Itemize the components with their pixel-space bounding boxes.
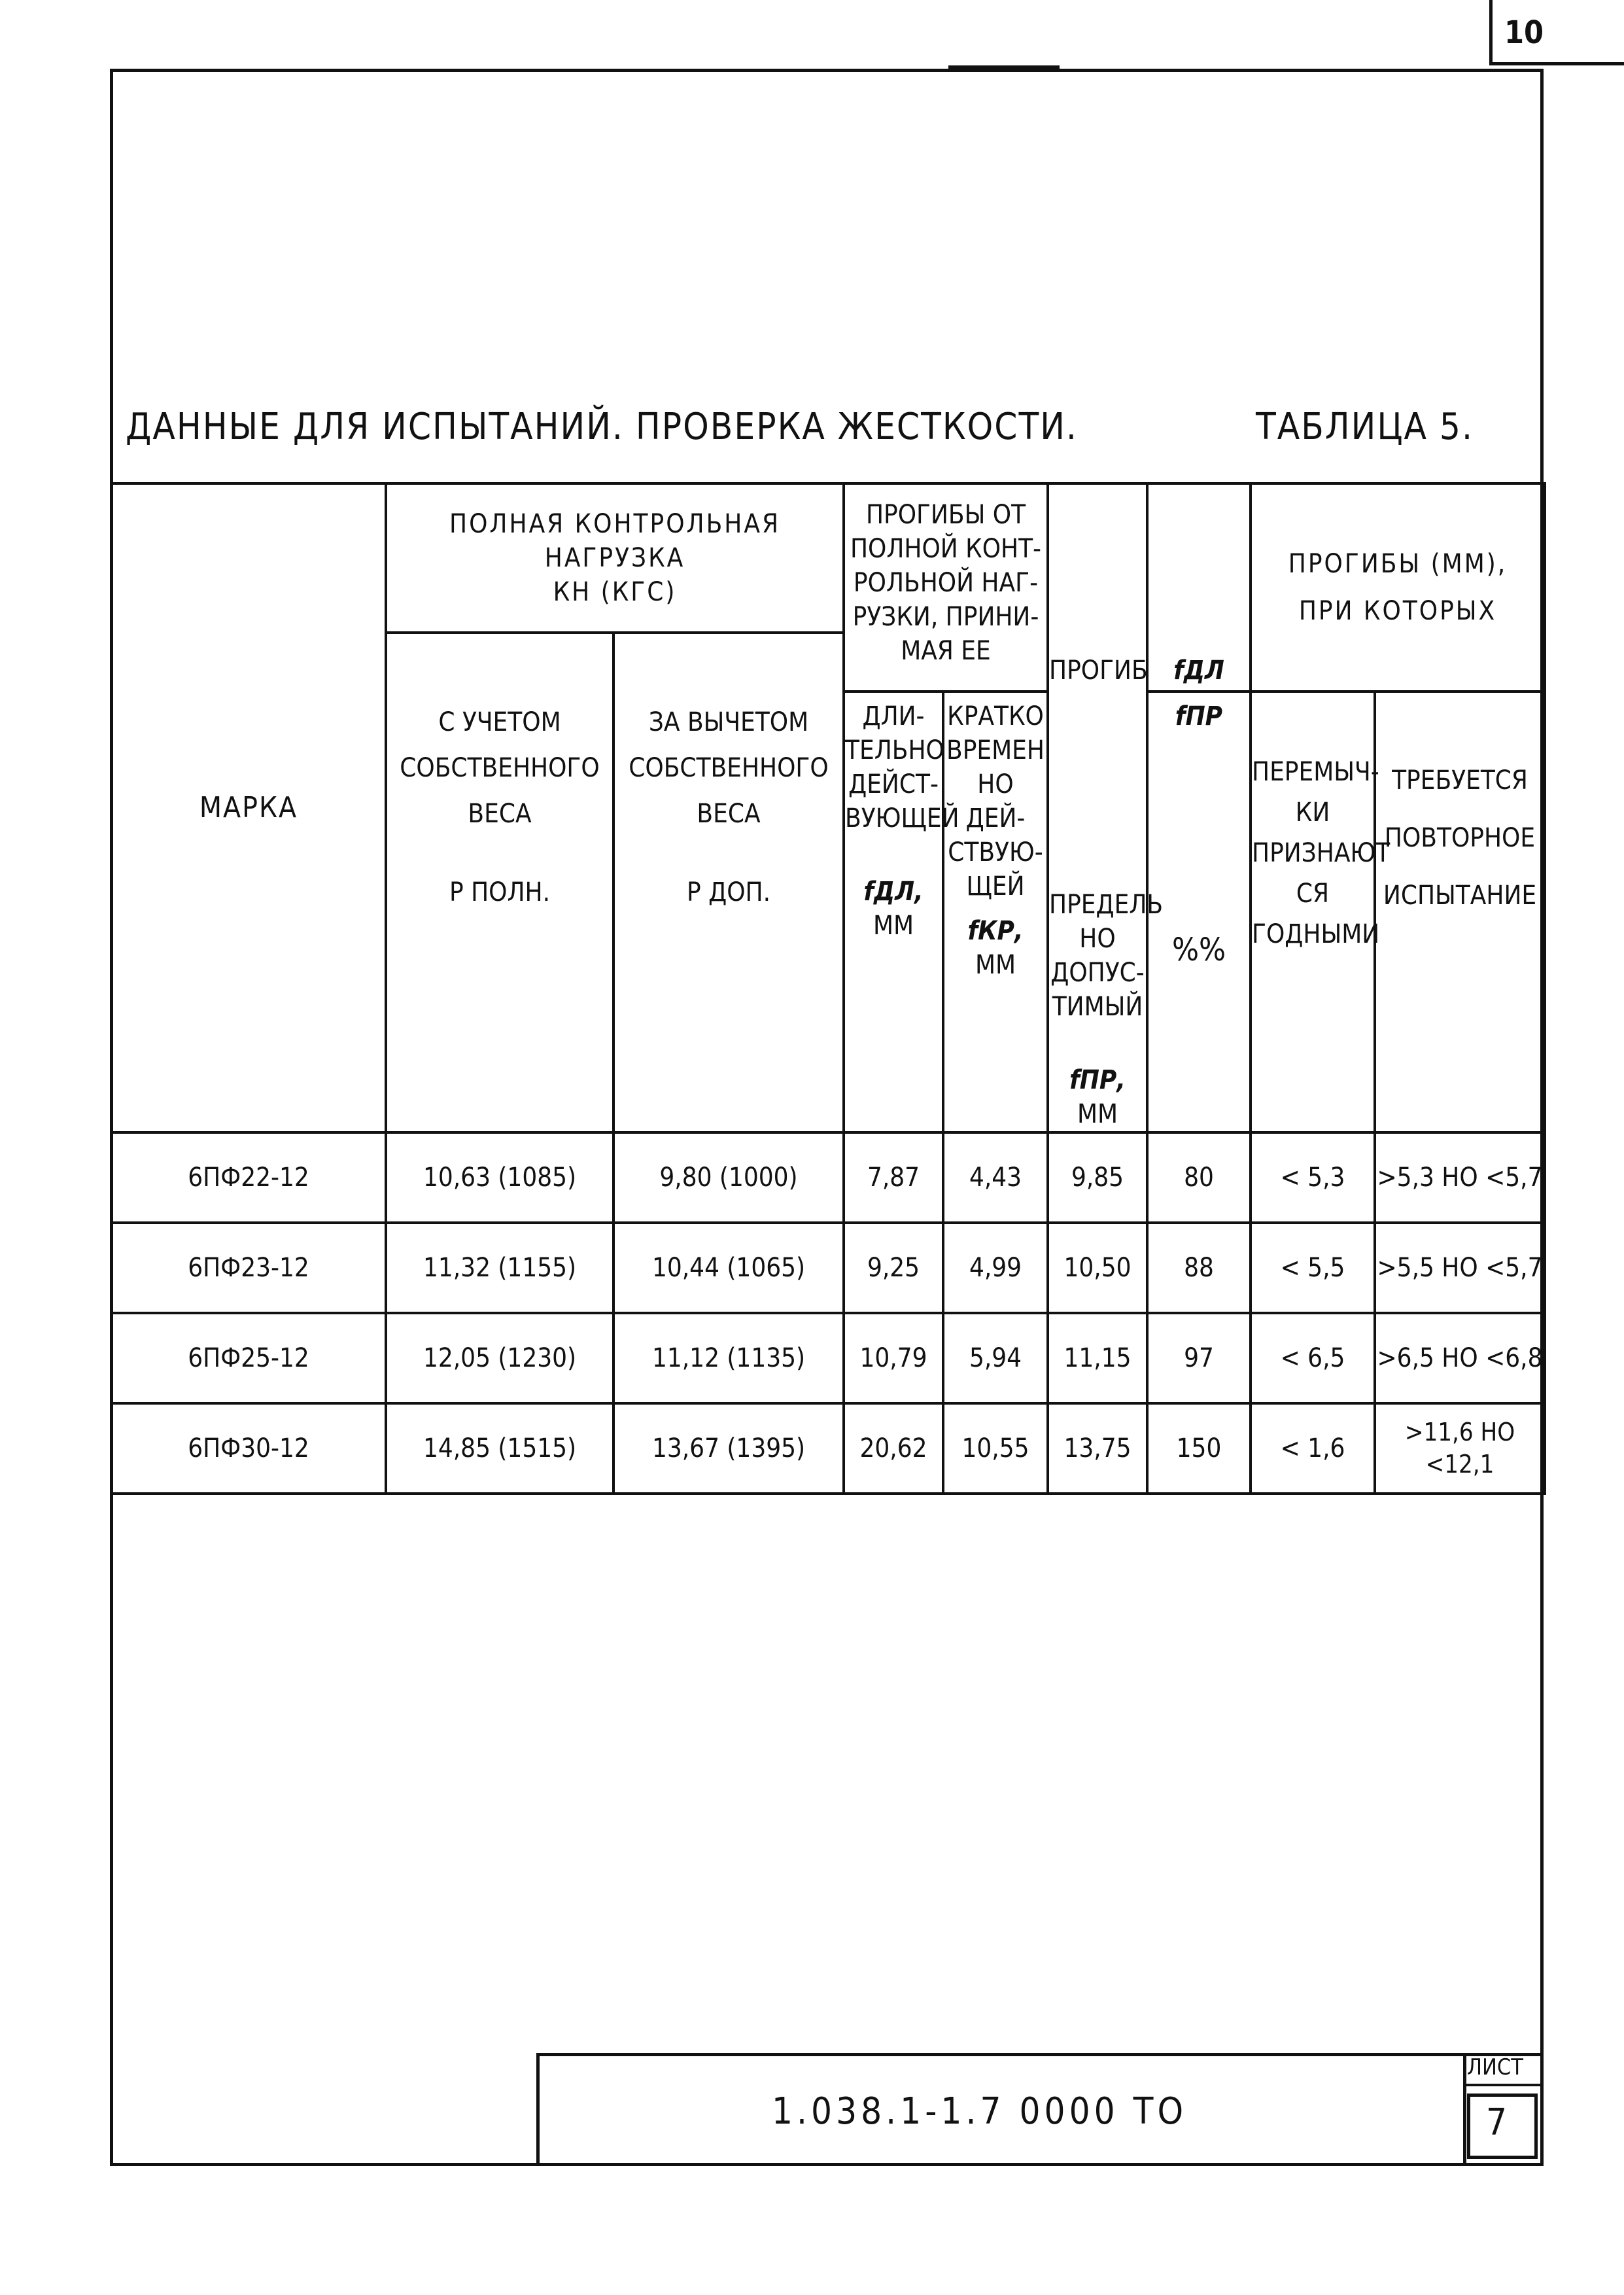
- cell-ratio: 80: [1147, 1132, 1251, 1223]
- cell-marka: 6ПФ30-12: [111, 1403, 386, 1494]
- cell-p-dop: 13,67 (1395): [613, 1403, 844, 1494]
- cell-ratio: 150: [1147, 1403, 1251, 1494]
- cell-p-poln: 10,63 (1085): [386, 1132, 613, 1223]
- cell-retest: >11,6 НО <12,1: [1375, 1403, 1545, 1494]
- cell-p-dop: 10,44 (1065): [613, 1223, 844, 1313]
- page-number: 10: [1504, 14, 1544, 51]
- header-load-group: ПОЛНАЯ КОНТРОЛЬНАЯ НАГРУЗКА КН (КГС): [386, 483, 844, 633]
- sheet-label: ЛИСТ: [1467, 2054, 1523, 2080]
- header-long-term: ДЛИ- ТЕЛЬНО ДЕЙСТ- ВУЮЩЕЙ fДЛ, ММ: [844, 692, 943, 1132]
- cell-ratio: 97: [1147, 1313, 1251, 1403]
- cell-accept: < 6,5: [1251, 1313, 1375, 1403]
- cell-f-pr: 10,50: [1048, 1223, 1147, 1313]
- cell-p-dop: 9,80 (1000): [613, 1132, 844, 1223]
- document-code: 1.038.1-1.7 0000 ТО: [772, 2090, 1188, 2133]
- cell-marka: 6ПФ22-12: [111, 1132, 386, 1223]
- cell-retest: >5,3 НО <5,7: [1375, 1132, 1545, 1223]
- cell-p-poln: 11,32 (1155): [386, 1223, 613, 1313]
- cell-f-pr: 9,85: [1048, 1132, 1147, 1223]
- header-limit: ПРОГИБ: [1048, 483, 1147, 888]
- cell-retest: >5,5 НО <5,7: [1375, 1223, 1545, 1313]
- cell-retest: >6,5 НО <6,8: [1375, 1313, 1545, 1403]
- cell-f-dl: 7,87: [844, 1132, 943, 1223]
- cell-marka: 6ПФ25-12: [111, 1313, 386, 1403]
- cell-accept: < 5,3: [1251, 1132, 1375, 1223]
- cell-f-dl: 10,79: [844, 1313, 943, 1403]
- stiffness-table: [110, 482, 1546, 1495]
- cell-ratio: 88: [1147, 1223, 1251, 1313]
- header-short-term: КРАТКО ВРЕМЕН НО ДЕЙ- СТВУЮ- ЩЕЙ fКР, ММ: [943, 692, 1048, 1132]
- header-minus-weight: ЗА ВЫЧЕТОМ СОБСТВЕННОГО ВЕСА Р ДОП.: [613, 633, 844, 1132]
- cell-f-kr: 4,99: [943, 1223, 1048, 1313]
- cell-accept: < 1,6: [1251, 1403, 1375, 1494]
- cell-f-pr: 11,15: [1048, 1313, 1147, 1403]
- sheet-label-divider: [1463, 2084, 1544, 2086]
- cell-f-pr: 13,75: [1048, 1403, 1147, 1494]
- table-row: [111, 1403, 1545, 1494]
- cell-p-dop: 11,12 (1135): [613, 1313, 844, 1403]
- cell-p-poln: 12,05 (1230): [386, 1313, 613, 1403]
- cell-f-kr: 10,55: [943, 1403, 1048, 1494]
- cell-accept: < 5,5: [1251, 1223, 1375, 1313]
- header-with-weight: С УЧЕТОМ СОБСТВЕННОГО ВЕСА Р ПОЛН.: [386, 633, 613, 1132]
- table-row: [111, 1223, 1545, 1313]
- header-ratio-top: fДЛ: [1147, 483, 1251, 692]
- sheet-number: 7: [1486, 2101, 1508, 2144]
- cell-marka: 6ПФ23-12: [111, 1223, 386, 1313]
- cell-f-kr: 5,94: [943, 1313, 1048, 1403]
- frame-mark: [948, 65, 1060, 71]
- header-deflections-mm: ПРОГИБЫ (ММ), ПРИ КОТОРЫХ: [1251, 483, 1545, 692]
- table-caption: ДАННЫЕ ДЛЯ ИСПЫТАНИЙ. ПРОВЕРКА ЖЕСТКОСТИ.: [126, 406, 1078, 448]
- corner-divider-horizontal: [1489, 62, 1624, 65]
- cell-p-poln: 14,85 (1515): [386, 1403, 613, 1494]
- header-marka: МАРКА: [111, 483, 386, 1132]
- cell-f-kr: 4,43: [943, 1132, 1048, 1223]
- table-row: [111, 1132, 1545, 1223]
- header-deflection-group: ПРОГИБЫ ОТ ПОЛНОЙ КОНТ- РОЛЬНОЙ НАГ- РУЗКИ, ПРИНИ- МАЯ ЕЕ: [844, 483, 1048, 692]
- header-ratio-bottom: fПР %%: [1147, 692, 1251, 1132]
- header-limit-detail: ПРЕДЕЛЬ НО ДОПУС- ТИМЫЙ fПР, ММ: [1048, 888, 1147, 1132]
- header-retest: ТРЕБУЕТСЯ ПОВТОРНОЕ ИСПЫТАНИЕ: [1375, 692, 1545, 1132]
- table-row: [111, 1313, 1545, 1403]
- corner-divider-vertical: [1489, 0, 1493, 65]
- header-accept: ПЕРЕМЫЧ- КИ ПРИЗНАЮТ СЯ ГОДНЫМИ: [1251, 692, 1375, 1132]
- table-label: ТАБЛИЦА 5.: [1256, 406, 1474, 448]
- cell-f-dl: 20,62: [844, 1403, 943, 1494]
- cell-f-dl: 9,25: [844, 1223, 943, 1313]
